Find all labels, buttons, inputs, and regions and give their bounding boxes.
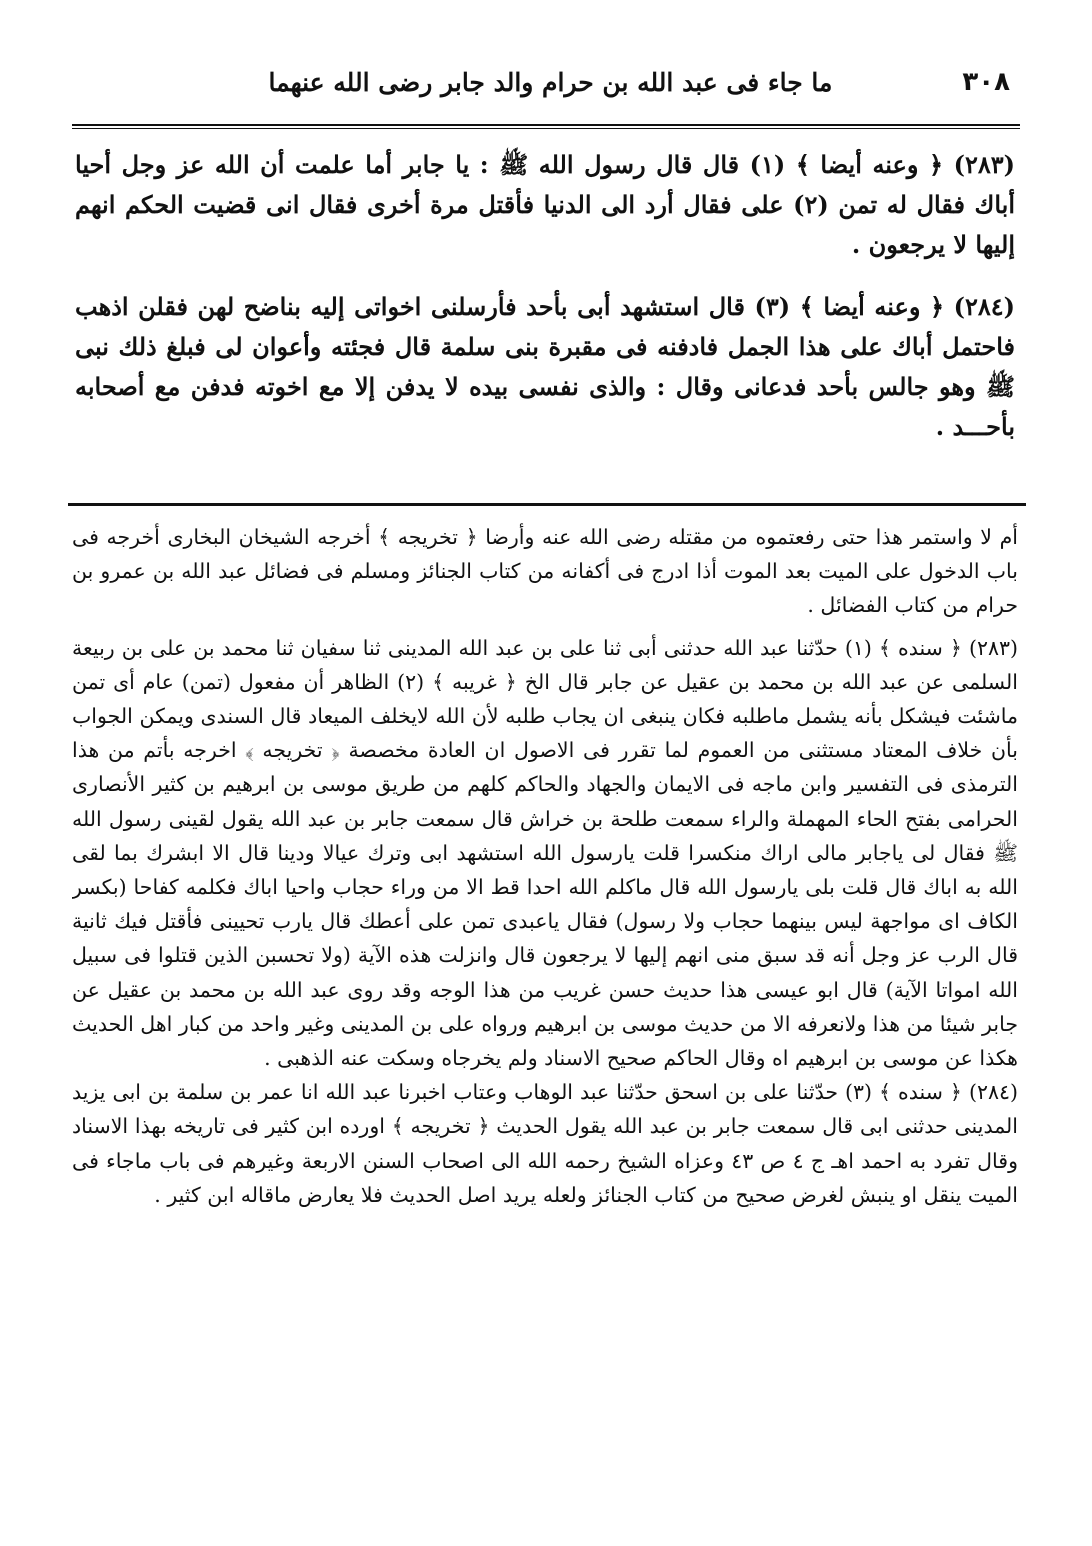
running-title: ما جاء فى عبد الله بن حرام والد جابر رضى الله عنهما [268,67,833,97]
header-rule-thin [72,128,1020,129]
page-header [80,58,1010,106]
hadith-section [75,145,1015,495]
hadith-284: (٢٨٤) ﴿ وعنه أيضا ﴾ (٣) قال استشهد أبى بأحد فأرسلنى اخواتى إليه بناضح لهن فقلن اذهب فاحتمل أباك على هذا الجمل فادفنه فى مقبرة بنى سلمة قال فجئته وأعوان لى فبلغ ذلك نبى ﷺ وهو جالس بأحد فدعانى وقال : والذى نفسى بيده لا يدفن إلا مع اخوته فدفن مع أصحابه بأحـــد . [75,292,1015,441]
footnote-283: (٢٨٣) ﴿ سنده ﴾ (١) حدّثنا عبد الله حدثنى أبى ثنا على بن عبد الله المدينى ثنا سفيان ثنا محمد بن على بن ربيعة السلمى عن عبد الله بن محمد بن عقيل عن جابر قال الخ ﴿ غريبه ﴾ (٢) الظاهر أن مفعول (تمن) عام أى تمن ماشئت فيشكل بأنه يشمل ماطلبه فكان ينبغى ان يجاب طلبه لأن الله لايخلف الميعاد قال السندى ويمكن الجواب بأن خلاف المعتاد مستثنى من العموم لما تقرر فى الاصول ان العادة مخصصة ﴿ تخريجه ﴾ اخرجه بأتم من هذا الترمذى فى التفسير وابن ماجه فى الايمان والجهاد والحاكم كلهم من طريق موسى بن ابرهيم بن كثير الأنصارى الحرامى بفتح الحاء المهملة والراء سمعت طلحة بن خراش قال سمعت جابر بن عبد الله يقول لقينى رسول الله ﷺ فقال لى ياجابر مالى اراك منكسرا قلت يارسول الله استشهد ابى وترك عيالا ودينا قال الا ابشرك بما لقى الله به اباك قال قلت بلى يارسول الله قال ماكلم الله احدا قط الا من وراء حجاب واحيا اباك فكلمه كفاحا (بكسر الكاف اى مواجهة ليس بينهما حجاب ولا رسول) فقال ياعبدى تمن على أعطك قال يارب تحيينى فأقتل فيك ثانية قال الرب عز وجل أنه قد سبق منى انهم إليها لا يرجعون قال وانزلت هذه الآية (ولا تحسبن الذين قتلوا فى سبيل الله امواتا الآية) قال ابو عيسى هذا حديث حسن غريب من هذا الوجه وقد روى عبد الله بن محمد بن عقيل عن جابر شيئا من هذا ولانعرفه الا من حديث موسى بن ابرهيم ورواه على بن المدينى وغير واحد من كبار اهل الحديث هكذا عن موسى بن ابرهيم اه وقال الحاكم صحيح الاسناد ولم يخرجاه وسكت عنه الذهبى . [72,635,1018,1071]
header-rule [72,124,1020,126]
hadith-283: (٢٨٣) ﴿ وعنه أيضا ﴾ (١) قال قال رسول الله ﷺ : يا جابر أما علمت أن الله عز وجل أحيا أباك فقال له تمن (٢) على فقال أرد الى الدنيا فأقتل مرة أخرى فقال انى قضيت الحكم انهم إليها لا يرجعون . [75,150,1015,259]
footnote-carryover: أم لا واستمر هذا حتى رفعتموه من مقتله رضى الله عنه وأرضا ﴿ تخريجه ﴾ أخرجه الشيخان البخارى أخرجه فى باب الدخول على الميت بعد الموت أذا ادرج فى أكفانه من كتاب الجنائز ومسلم فى فضائل عبد الله بن عمرو بن حرام من كتاب الفضائل . [72,525,1018,618]
page-number: ٣٠٨ [962,67,1010,97]
footnote-284: (٢٨٤) ﴿ سنده ﴾ (٣) حدّثنا على بن اسحق حدّثنا عبد الوهاب وعتاب اخبرنا عبد الله انا عمر بن سلمة بن ابى يزيد المدينى حدثنى ابى قال سمعت جابر بن عبد الله يقول الحديث ﴿ تخريجه ﴾ اورده ابن كثير فى تاريخه بهذا الاسناد وقال تفرد به احمد اهـ ج ٤ ص ٤٣ وعزاه الشيخ رحمه الله الى اصحاب السنن الاربعة وغيرهم فى باب ماجاء فى الميت ينقل او ينبش لغرض صحيح من كتاب الجنائز ولعله يريد اصل الحديث فلا يعارض ماقاله ابن كثير . [72,1080,1018,1207]
footnotes-section [72,520,1018,1520]
footnote-separator [68,503,1026,506]
